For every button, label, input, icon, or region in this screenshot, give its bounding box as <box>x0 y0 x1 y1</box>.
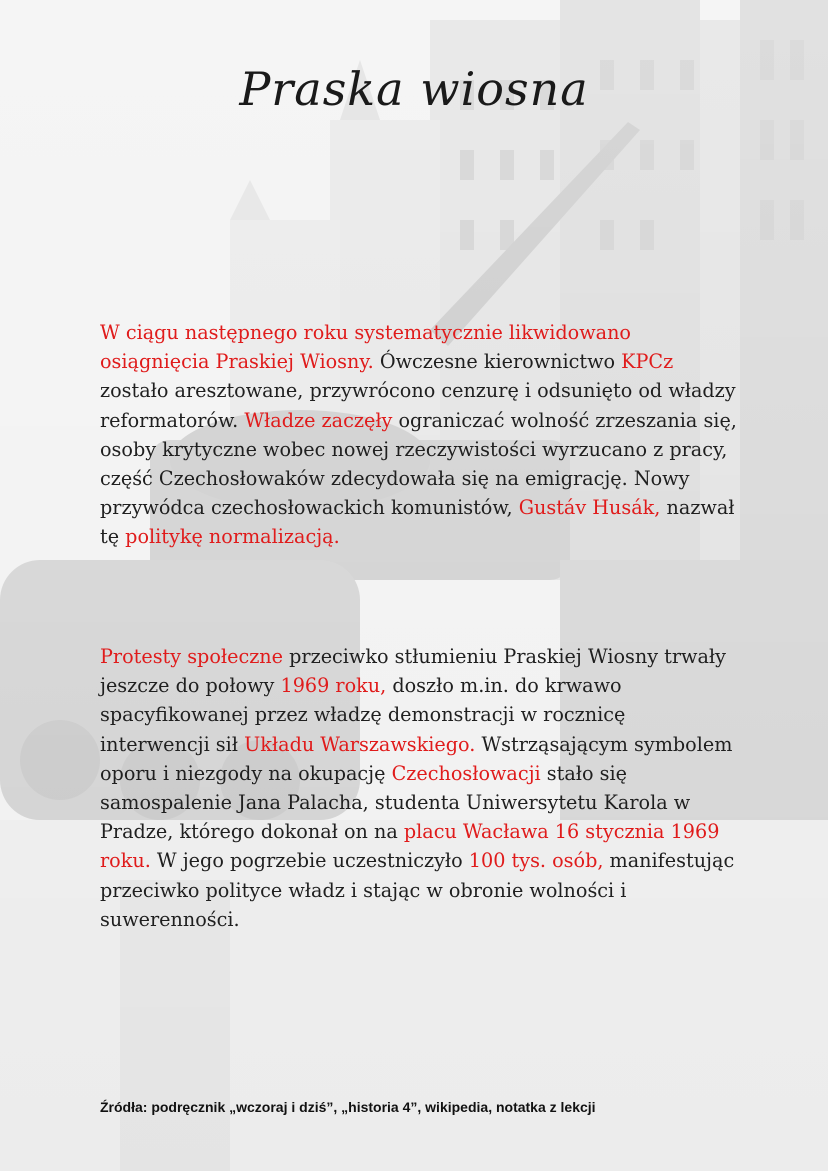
highlighted-text: Protesty społeczne <box>100 645 284 668</box>
body-text: W jego pogrzebie uczestniczyło <box>150 849 469 873</box>
sources-note: Źródła: podręcznik „wczoraj i dziś”, „historia 4”, wikipedia, notatka z lekcji <box>100 1099 596 1115</box>
body-text: przeciwko stłumieniu Praskiej Wiosny trwały jeszcze do połowy <box>100 645 733 698</box>
body-text: Ówczesne kierownictwo <box>373 350 622 374</box>
highlighted-text: 100 tys. osób, <box>468 849 604 873</box>
body-text: ograniczać wolność zrzeszania się, osoby krytyczne wobec nowej rzeczywistości wyrzucano z pracy, część Czechosłowaków zdecydowała się na emigrację. Nowy przywódca czechosłowackich komunistów, <box>100 408 744 520</box>
body-text: nazwał tę <box>100 496 741 549</box>
body-text: manifestując przeciwko polityce władz i stając w obronie wolności i suwerenności. <box>100 849 741 931</box>
highlighted-text: 1969 roku, <box>280 674 387 698</box>
body-text: stało się samospalenie Jana Palacha, studenta Uniwersytetu Karola w Pradze, którego dokonał on na <box>100 761 697 844</box>
paragraph-protests <box>100 642 740 934</box>
highlighted-text: Władze zaczęły <box>244 408 393 432</box>
highlighted-text: W ciągu następnego roku systematycznie likwidowano osiągnięcia Praskiej Wiosny. <box>100 321 638 374</box>
paragraph-normalization <box>100 318 744 552</box>
highlighted-text: politykę normalizacją. <box>125 525 340 549</box>
highlighted-text: KPCz <box>621 350 674 374</box>
body-text: Wstrząsającym symbolem oporu i niezgody na okupację <box>100 732 739 785</box>
highlighted-text: Gustáv Husák, <box>518 496 661 520</box>
body-text: doszło m.in. do krwawo spacyfikowanej przez władzę demonstracji w rocznicę interwencji sił <box>100 674 632 756</box>
body-text: zostało aresztowane, przywrócono cenzurę i odsunięto od władzy reformatorów. <box>100 350 742 432</box>
highlighted-text: placu Wacława 16 stycznia 1969 roku. <box>100 820 726 873</box>
highlighted-text: Układu Warszawskiego. <box>244 732 476 756</box>
highlighted-text: Czechosłowacji <box>391 761 541 785</box>
page-title: Praska wiosna <box>239 62 589 116</box>
